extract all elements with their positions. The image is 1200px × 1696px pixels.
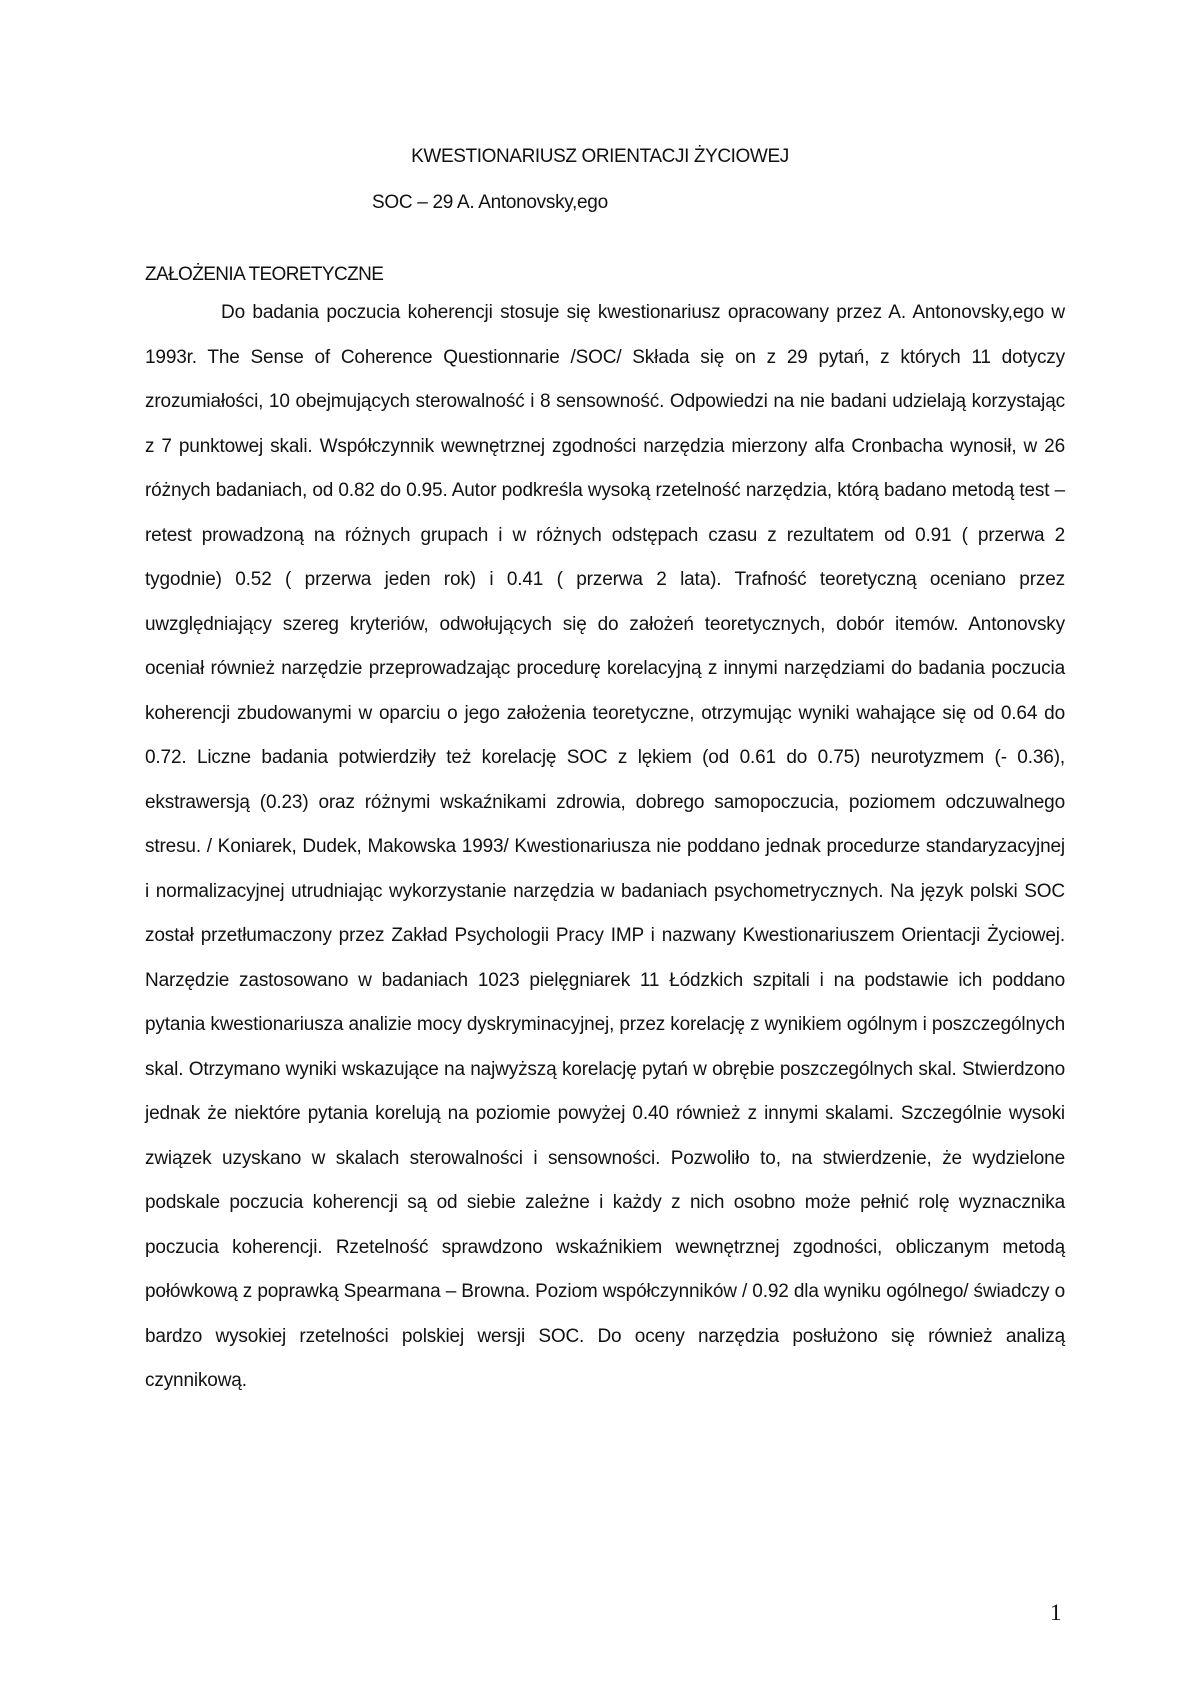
section-heading: ZAŁOŻENIA TEORETYCZNE xyxy=(145,264,384,285)
document-subtitle: SOC – 29 A. Antonovsky,ego xyxy=(372,192,608,213)
page-number: 1 xyxy=(1050,1600,1062,1625)
document-title: KWESTIONARIUSZ ORIENTACJI ŻYCIOWEJ xyxy=(411,146,789,167)
body-paragraph: Do badania poczucia koherencji stosuje się kwestionariusz opracowany przez A. Antonovsky,ego w 1993r. The Sense of Coherence Questionnarie /SOC/ Składa się on z 29 pytań, z których 11 dotyczy zrozumiałości, 10 obejmujących sterowalność i 8 sensowność. Odpowiedzi na nie badani udzielają korzystając z 7 punktowej skali. Współczynnik wewnętrznej zgodności narzędzia mierzony alfa Cronbacha wynosił, w 26 różnych badaniach, od 0.82 do 0.95. Autor podkreśla wysoką rzetelność narzędzia, którą badano metodą test – retest prowadzoną na różnych grupach i w różnych odstępach czasu z rezultatem od 0.91 ( przerwa 2 tygodnie) 0.52 ( przerwa jeden rok) i 0.41 ( przerwa 2 lata). Trafność teoretyczną oceniano przez uwzględniający szereg kryteriów, odwołujących się do założeń teoretycznych, dobór itemów. Antonovsky oceniał również narzędzie przeprowadzając procedurę korelacyjną z innymi narzędziami do badania poczucia koherencji zbudowanymi w oparciu o jego założenia teoretyczne, otrzymując wyniki wahające się od 0.64 do 0.72. Liczne badania potwierdziły też korelację SOC z lękiem (od 0.61 do 0.75) neurotyzmem (- 0.36), ekstrawersją (0.23) oraz różnymi wskaźnikami zdrowia, dobrego samopoczucia, poziomem odczuwalnego stresu. / Koniarek, Dudek, Makowska 1993/ Kwestionariusza nie poddano jednak procedurze standaryzacyjnej i normalizacyjnej utrudniając wykorzystanie narzędzia w badaniach psychometrycznych. Na język polski SOC został przetłumaczony przez Zakład Psychologii Pracy IMP i nazwany Kwestionariuszem Orientacji Życiowej. Narzędzie zastosowano w badaniach 1023 pielęgniarek 11 Łódzkich szpitali i na podstawie ich poddano pytania kwestionariusza analizie mocy dyskryminacyjnej, przez korelację z wynikiem ogólnym i poszczególnych skal. Otrzymano wyniki wskazujące na najwyższą korelację pytań w obrębie poszczególnych skal. Stwierdzono jednak że niektóre pytania korelują na poziomie powyżej 0.40 również z innymi skalami. Szczególnie wysoki związek uzyskano w skalach sterowalności i sensowności. Pozwoliło to, na stwierdzenie, że wydzielone podskale poczucia koherencji są od siebie zależne i każdy z nich osobno może pełnić rolę wyznacznika poczucia koherencji. Rzetelność sprawdzono wskaźnikiem wewnętrznej zgodności, obliczanym metodą połówkową z poprawką Spearmana – Browna. Poziom współczynników / 0.92 dla wyniku ogólnego/ świadczy o bardzo wysokiej rzetelności polskiej wersji SOC. Do oceny narzędzia posłużono się również analizą czynnikową. xyxy=(145,302,1065,1391)
